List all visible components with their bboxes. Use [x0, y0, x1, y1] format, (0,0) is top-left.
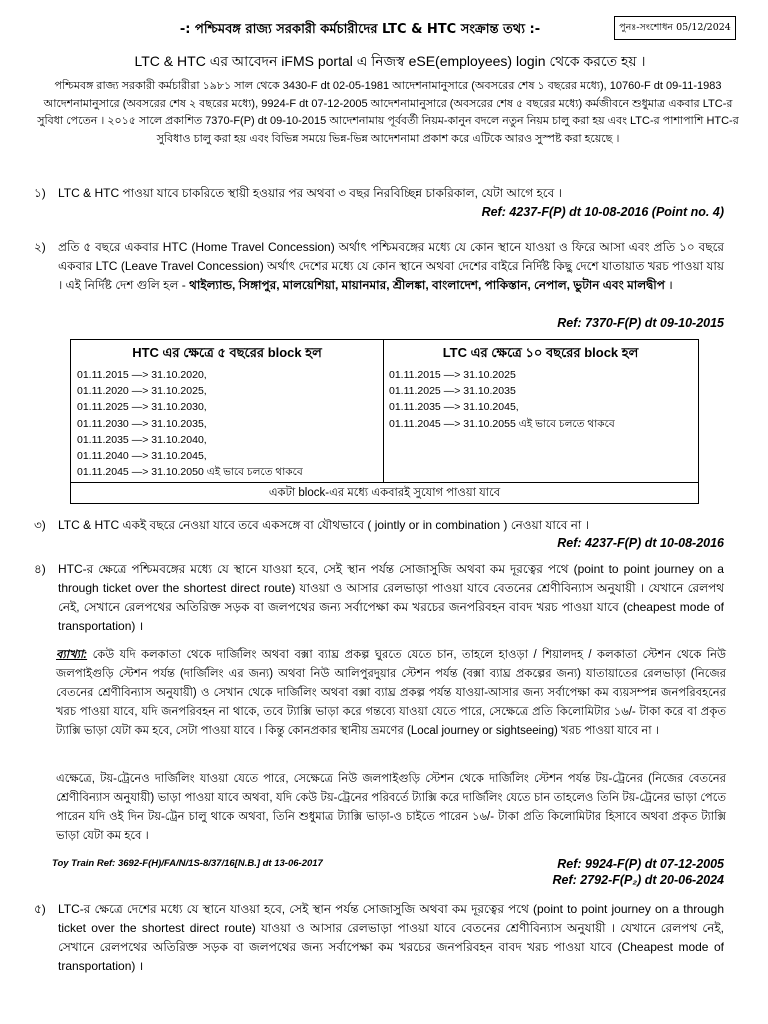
htc-block-row: 01.11.2025 —> 31.10.2030, — [77, 401, 207, 414]
block-table — [70, 339, 699, 504]
ltc-block-row: 01.11.2015 —> 31.10.2025 — [389, 369, 516, 381]
block-table-footer: একটা block-এর মধ্যে একবারই সুযোগ পাওয়া যাবে — [71, 482, 698, 505]
item-number: ১) — [34, 186, 46, 200]
ltc-block-header: LTC এর ক্ষেত্রে ১০ বছরের block হল — [442, 345, 639, 360]
toy-train-reference: Toy Train Ref: 3692-F(H)/FA/N/1S-8/37/16[N.B.] dt 13-06-2017 — [52, 858, 323, 869]
example-paragraph — [56, 646, 726, 741]
htc-block-row: 01.11.2030 —> 31.10.2035, — [77, 417, 207, 430]
item-text: LTC & HTC পাওয়া যাবে চাকরিতে স্থায়ী হওয়ার পর অথবা ৩ বছর নিরবিচ্ছিন্ন চাকরিকাল, যেটা আগে হবে । — [58, 186, 562, 200]
htc-block-row: 01.11.2035 —> 31.10.2040, — [77, 433, 207, 446]
country-list: থাইল্যান্ড, সিঙ্গাপুর, মালয়েশিয়া, মায়ানমার, শ্রীলঙ্কা, বাংলাদেশ, পাকিস্তান, নেপাল, ভুটান এবং মালদ্বীপ — [189, 278, 665, 292]
example-text: কেউ যদি কলকাতা থেকে দার্জিলিং অথবা বক্সা ব্যাঘ্র প্রকল্প ঘুরতে যেতে চান, তাহলে হাওড়া / শিয়ালদহ / কলকাতা স্টেশন থেকে নিউ জলপাইগুড়ি স্টেশন পর্যন্ত (দার্জিলিং এর জন্য) অথবা নিউ আলিপুরদুয়ার স্টেশন পর্যন্ত (বক্সা ব্যাঘ্র প্রকল্পের জন্য) যাতায়াতের রেলভাড়া (নিজের বেতনের শ্রেণীবিন্যাস অনুযায়ী) ও সেখান থেকে দার্জিলিং অথবা বক্সা ব্যাঘ্র প্রকল্প পর্যন্ত যাওয়া-আসার জন্য সর্বাপেক্ষা কম ব্যয়সম্পন্ন জনপরিবহনের খরচ পাওয়া যাবে, যদি জনপরিবহন না থাকে, তবে ট্যাক্সি ভাড়া করে গন্তব্যে যাওয়া যেতে পারে, সেক্ষেত্রে প্রতি কিলোমিটার ১৬/- টাকা করে বা প্রকৃত ট্যাক্সি ভাড়া যেটা কম হবে, সেটা পাওয়া যাবে । কিন্তু কোনপ্রকার স্থানীয় ভ্রমণের (Local journey or sightseeing) খরচ পাওয়া যাবে না । — [56, 649, 726, 737]
htc-block-row: 01.11.2045 —> 31.10.2050 এই ভাবে চলতে থাকবে — [77, 466, 303, 479]
ltc-block-row: 01.11.2025 —> 31.10.2035 — [389, 385, 516, 398]
item-text-body: প্রতি ৫ বছরে একবার HTC (Home Travel Concession) অর্থাৎ পশ্চিমবঙ্গের মধ্যে যে কোন স্থানে যাওয়া ও ফিরে আসা এবং প্রতি ১০ বছরে একবার LTC (Leave Travel Concession) অর্থাৎ দেশের মধ্যে যে কোন স্থানে অথবা দেশের বাইরে নির্দিষ্ট কিছু দেশে যাতায়াত খরচ পাওয়া যায় । এই নির্দিষ্ট দেশ গুলি হল - — [58, 240, 724, 292]
reference: Ref: 4237-F(P) dt 10-08-2016 — [557, 536, 724, 550]
htc-block-row: 01.11.2020 —> 31.10.2025, — [77, 385, 207, 398]
reference: Ref: 4237-F(P) dt 10-08-2016 (Point no. 4) — [481, 205, 724, 219]
htc-block-header: HTC এর ক্ষেত্রে ৫ বছরের block হল — [132, 345, 322, 360]
intro-paragraph: পশ্চিমবঙ্গ রাজ্য সরকারী কর্মচারীরা ১৯৮১ সাল থেকে 3430-F dt 02-05-1981 আদেশনামানুসারে (অবসরের শেষ ১ বছরের মধ্যে), 10760-F dt 09-11-1983 আদেশনামানুসারে (অবসরের শেষ ২ বছরের মধ্যে), 9924-F dt 07-12-2005 আদেশনামানুসারে (অবসরের শেষ ৫ বছরের মধ্যে) কর্মজীবনে শুধুমাত্র একবার LTC-র সুবিধা পেতেন । ২০১৫ সালে প্রকাশিত 7370-F(P) dt 09-10-2015 আদেশনামায় পূর্ববর্তী নিয়ম-কানুন বদলে নতুন নিয়ম চালু করা হয় এবং LTC-র পাশাপাশি HTC-র সুবিধাও চালু করা হয় এবং বিভিন্ন সময়ে ভিন্ন-ভিন্ন আদেশনামা প্রকাশ করে এটিকে আরও সুস্পষ্ট করা হয়েছে । — [37, 80, 739, 145]
item-text: LTC-র ক্ষেত্রে দেশের মধ্যে যে স্থানে যাওয়া হবে, সেই স্থান পর্যন্ত সোজাসুজি অথবা কম দূরত্বের পথে (point to point journey on a through ticket over the shortest direct route) যাওয়া ও আসার রেলভাড়া পাওয়া যাবে বেতনের শ্রেণীবিন্যাস অনুযায়ী । যেখানে রেলপথ নেই, সেখানে রেলপথের অতিরিক্ত সড়ক বা জলপথের জন্য সর্বাপেক্ষা কম খরচের জনপরিবহন বাবদ খরচ পাওয়া যাবে (Cheapest mode of transportation) । — [58, 902, 724, 973]
subtitle: LTC & HTC এর আবেদন iFMS portal এ নিজস্ব eSE(employees) login থেকে করতে হয় । — [134, 53, 646, 69]
ltc-block-column — [383, 340, 698, 482]
page-title: -: পশ্চিমবঙ্গ রাজ্য সরকারী কর্মচারীদের LTC & HTC সংক্রান্ত তথ্য :- — [179, 22, 541, 37]
htc-block-column — [71, 340, 384, 482]
htc-block-row: 01.11.2015 —> 31.10.2020, — [77, 369, 207, 381]
item-number: ৩) — [34, 518, 46, 532]
toy-train-paragraph: এক্ষেত্রে, টয়-ট্রেনেও দার্জিলিং যাওয়া যেতে পারে, সেক্ষেত্রে নিউ জলপাইগুড়ি স্টেশন থেকে দার্জিলিং স্টেশন পর্যন্ত টয়-ট্রেনের (নিজের বেতনের শ্রেণীবিন্যাস অনুযায়ী) ভাড়া পাওয়া যাবে অথবা, যদি কেউ টয়-ট্রেনের পরিবর্তে ট্যাক্সি করে দার্জিলিং যেতে চান তাহলেও তিনি টয়-ট্রেনের ভাড়া পেতে পারেন যদি ওই দিন টয়-ট্রেন চালু থাকে অথবা, তিনি শুধুমাত্র ট্যাক্সি ভাড়া-ও চাইতে পারেন ১৬/- টাকা প্রতি কিলোমিটার হিসাবে অথবা প্রকৃত ট্যাক্সি ভাড়া যেটা কম হবে । — [56, 773, 726, 842]
reference: Ref: 2792-F(P₂) dt 20-06-2024 — [552, 873, 724, 887]
item-text: HTC-র ক্ষেত্রে পশ্চিমবঙ্গের মধ্যে যে স্থানে যাওয়া হবে, সেই স্থান পর্যন্ত সোজাসুজি অথবা কম দূরত্বের পথে (point to point journey on a through ticket over the shortest direct route) যাওয়া ও আসার রেলভাড়া পাওয়া যাবে বেতনের শ্রেণীবিন্যাস অনুযায়ী । যেখানে রেলপথ নেই, সেখানে রেলপথের অতিরিক্ত সড়ক বা জলপথের জন্য সর্বাপেক্ষা কম খরচের জনপরিবহন বাবদ খরচ পাওয়া যাবে (cheapest mode of transportation) । — [58, 562, 724, 633]
revision-date-box: পুনঃ-সংশোধন 05/12/2024 — [614, 16, 736, 40]
reference: Ref: 7370-F(P) dt 09-10-2015 — [557, 316, 724, 330]
item-number: ২) — [34, 240, 46, 254]
example-label: ব্যাখ্যা: — [56, 649, 88, 661]
ltc-block-row: 01.11.2045 —> 31.10.2055 এই ভাবে চলতে থাকবে — [389, 417, 615, 430]
item-number: ৪) — [34, 562, 46, 576]
htc-block-row: 01.11.2040 —> 31.10.2045, — [77, 450, 207, 463]
htc-block-list — [77, 367, 303, 480]
ltc-block-list — [389, 367, 615, 432]
item-number: ৫) — [34, 902, 46, 916]
item-text: LTC & HTC একই বছরে নেওয়া যাবে তবে একসঙ্গে বা যৌথভাবে ( jointly or in combination ) নেওয়া যাবে না । — [58, 518, 589, 532]
item-text-tail: । — [664, 278, 673, 292]
reference: Ref: 9924-F(P) dt 07-12-2005 — [557, 857, 724, 871]
item-text — [58, 238, 724, 295]
ltc-block-row: 01.11.2035 —> 31.10.2045, — [389, 401, 519, 414]
